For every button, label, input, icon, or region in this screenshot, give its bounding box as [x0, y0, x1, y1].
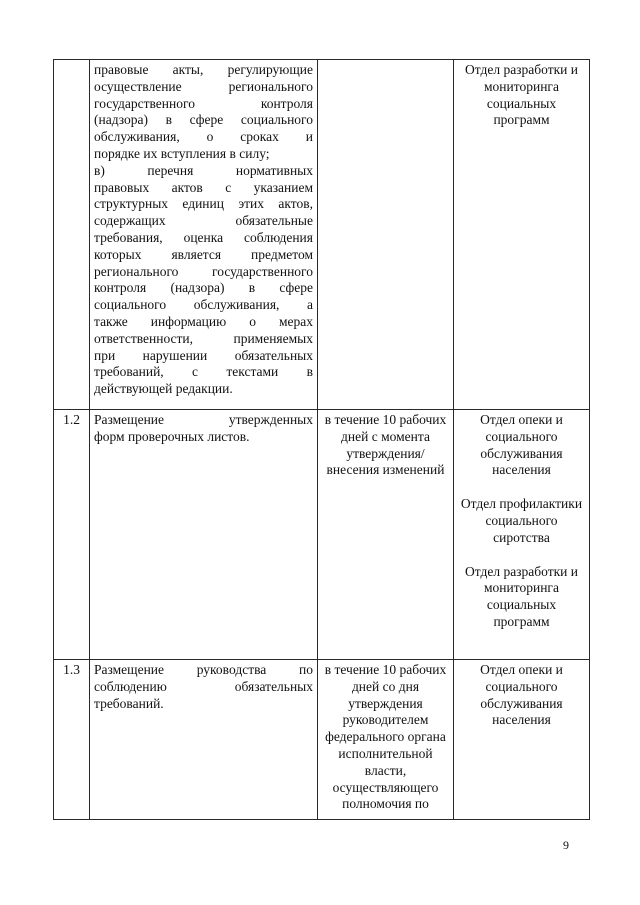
row-number: 1.2 [54, 410, 90, 660]
description-line: требований. [94, 695, 164, 711]
description-line: порядке их вступления в силу; [94, 145, 270, 161]
description-line: регионального государственного [94, 263, 313, 279]
responsible-cell [454, 60, 590, 410]
responsible-cell [454, 410, 590, 660]
description-line: государственного контроля [94, 95, 313, 111]
description-line: содержащих обязательные [94, 213, 313, 229]
description-line: осуществление регионального [94, 78, 313, 94]
description-line: форм проверочных листов. [94, 428, 250, 444]
description-line: обслуживания, о сроках и [94, 129, 313, 145]
description-line: действующей редакции. [94, 381, 233, 397]
measure-description [90, 410, 318, 660]
responsible-department: Отдел разработки и мониторинга социальных программ [465, 62, 578, 128]
description-line: Размещение руководства по [94, 662, 313, 677]
description-line: требований, с текстами в [94, 364, 313, 380]
description-line: требования, оценка соблюдения [94, 229, 313, 245]
deadline-cell: в течение 10 рабочих дней с момента утверждения/ внесения изменений [318, 410, 454, 660]
description-line: при нарушении обязательных [94, 347, 313, 363]
measure-description [90, 660, 318, 820]
responsible-department: Отдел опеки и социального обслуживания населения [480, 412, 563, 478]
description-line: в) перечня нормативных [94, 162, 313, 178]
description-line: соблюдению обязательных [94, 678, 313, 694]
table-row [54, 410, 590, 660]
responsible-cell [454, 660, 590, 820]
measures-table [53, 59, 590, 820]
description-line: (надзора) в сфере социального [94, 112, 313, 128]
page-number: 9 [563, 838, 569, 852]
measures-table-body [54, 60, 590, 820]
responsible-department: Отдел разработки и мониторинга социальных программ [465, 563, 578, 629]
deadline-cell: в течение 10 рабочих дней со дня утверждения руководителем федерального органа исполнительной власти, осуществляющего полномочия по [318, 660, 454, 820]
description-line: правовых актов с указанием [94, 179, 313, 195]
description-line: которых является предметом [94, 246, 313, 262]
description-line: контроля (надзора) в сфере [94, 280, 313, 296]
description-line: также информацию о мерах [94, 313, 313, 329]
description-line: Размещение утвержденных [94, 412, 313, 427]
responsible-department: Отдел профилактики социального сиротства [460, 496, 583, 545]
table-row [54, 60, 590, 410]
deadline-cell [318, 60, 454, 410]
measure-description [90, 60, 318, 410]
row-number: 1.3 [54, 660, 90, 820]
row-number [54, 60, 90, 410]
description-line: ответственности, применяемых [94, 330, 313, 346]
description-line: социального обслуживания, а [94, 297, 313, 313]
table-row [54, 660, 590, 820]
responsible-department: Отдел опеки и социального обслуживания населения [480, 662, 563, 728]
description-line: правовые акты, регулирующие [94, 62, 313, 77]
description-line: структурных единиц этих актов, [94, 196, 313, 212]
